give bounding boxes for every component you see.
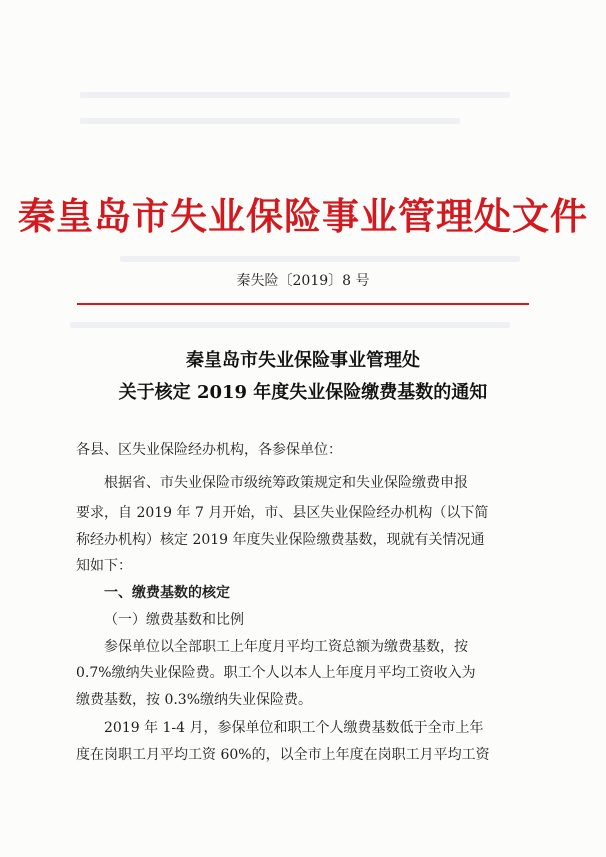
paragraph-line: 参保单位以全部职工上年度月平均工资总额为缴费基数，按 [104,639,468,655]
intro-line: 要求，自 2019 年 7 月开始，市、县区失业保险经办机构（以下简 [76,505,489,521]
recipients-line: 各县、区失业保险经办机构，各参保单位： [76,442,342,458]
bleed-through-mark [70,322,510,328]
section-heading: 一、缴费基数的核定 [104,585,230,601]
paragraph-line: 度在岗职工月平均工资 60%的，以全市上年度在岗职工月平均工资 [76,747,490,763]
notice-title-line-2: 关于核定 2019 年度失业保险缴费基数的通知 [118,382,488,403]
document-number: 秦失险〔2019〕8 号 [236,273,370,289]
bleed-through-mark [80,92,510,98]
intro-line: 称经办机构）核定 2019 年度失业保险缴费基数，现就有关情况通 [76,532,485,548]
subsection-heading: （一）缴费基数和比例 [104,612,244,628]
intro-line: 知如下： [76,558,132,574]
paragraph-line: 0.7%缴纳失业保险费。职工个人以本人上年度月平均工资收入为 [76,665,476,681]
paragraph-line: 2019 年 1-4 月，参保单位和职工个人缴费基数低于全市上年 [104,720,484,736]
paragraph-line: 缴费基数，按 0.3%缴纳失业保险费。 [76,692,313,708]
issuer-title: 秦皇岛市失业保险事业管理处文件 [18,194,588,238]
intro-line: 根据省、市失业保险市级统筹政策规定和失业保险缴费申报 [104,475,468,491]
bleed-through-mark [80,118,460,124]
notice-title-line-1: 秦皇岛市失业保险事业管理处 [186,350,420,371]
bleed-through-mark [120,256,520,262]
red-separator-line [77,303,529,305]
